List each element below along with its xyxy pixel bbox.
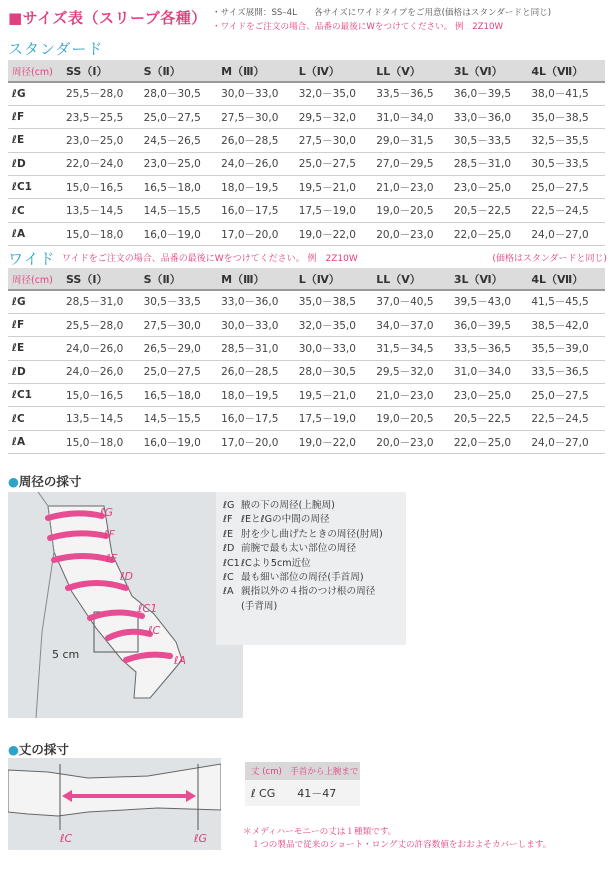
table-row [8,199,605,222]
size-value-cell: 24,0－26,0 [62,360,140,383]
note-size-range: ・サイズ展開：SS–4L 各サイズにワイドタイプをご用意(価格はスタンダードと同じ) [212,8,552,18]
legend-key: ℓD [223,543,235,555]
arm-length-diagram [8,758,221,850]
size-value-cell: 27,5－30,0 [217,105,295,128]
table-row [8,222,605,245]
size-value-cell: 18,0－19,5 [217,176,295,199]
size-value-cell: 17,0－20,0 [217,430,295,453]
size-value-cell: 22,0－24,0 [62,152,140,175]
size-value-cell: 24,0－26,0 [217,152,295,175]
size-header: 3L（Ⅵ） [450,60,528,82]
size-value-cell: 26,0－28,5 [217,360,295,383]
size-value-cell: 16,0－19,0 [140,222,218,245]
legend-key: ℓG [223,500,235,511]
legend-item [223,542,406,556]
size-value-cell: 35,5－39,0 [527,337,605,360]
table-header-row [8,60,605,82]
arm-label-c: ℓC [148,624,161,637]
table-row [8,152,605,175]
size-header: 4L（Ⅶ） [527,268,605,290]
size-value-cell: 14,5－15,5 [140,407,218,430]
size-value-cell: 24,0－26,0 [62,337,140,360]
size-value-cell: 35,0－38,5 [527,105,605,128]
wide-heading: ワイド [8,250,56,268]
size-value-cell: 13,5－14,5 [62,407,140,430]
size-header: S（Ⅱ） [140,60,218,82]
legend-key: ℓC1 [223,557,240,569]
size-value-cell: 20,5－22,5 [450,407,528,430]
arm-label-e: ℓE [106,552,118,565]
row-label: ℓF [8,105,62,128]
size-value-cell: 19,0－22,0 [295,222,373,245]
legend-text: ℓCより5cm近位 [241,557,311,569]
size-value-cell: 26,0－28,5 [217,129,295,152]
size-value-cell: 33,0－36,0 [217,290,295,313]
size-value-cell: 30,5－33,5 [450,129,528,152]
length-row-cell: ℓ CG 41－47 [245,780,360,806]
legend-key: ℓC [223,572,234,584]
size-value-cell: 36,0－39,5 [450,82,528,105]
size-value-cell: 34,0－37,0 [372,313,450,336]
size-value-cell: 23,0－25,0 [450,384,528,407]
size-value-cell: 27,5－30,0 [295,129,373,152]
length-title: ●丈の採寸 [8,742,69,757]
size-value-cell: 16,0－17,5 [217,199,295,222]
size-value-cell: 28,5－31,0 [62,290,140,313]
size-value-cell: 25,0－27,5 [295,152,373,175]
size-value-cell: 16,5－18,0 [140,384,218,407]
size-value-cell: 18,0－19,5 [217,384,295,407]
size-value-cell: 29,5－32,0 [372,360,450,383]
size-value-cell: 31,0－34,0 [450,360,528,383]
size-value-cell: 20,0－23,0 [372,222,450,245]
size-value-cell: 33,0－36,0 [450,105,528,128]
size-value-cell: 39,5－43,0 [450,290,528,313]
size-value-cell: 28,0－30,5 [140,82,218,105]
row-label: ℓA [8,430,62,453]
size-value-cell: 19,5－21,0 [295,176,373,199]
size-value-cell: 27,5－30,0 [140,313,218,336]
arm-label-c1: ℓC1 [138,602,158,615]
legend-text: 前腕で最も太い部位の周径 [241,543,357,555]
table-row [8,430,605,453]
column-label: 周径(cm) [8,60,62,82]
size-value-cell: 23,0－25,0 [140,152,218,175]
size-header: 4L（Ⅶ） [527,60,605,82]
legend-continuation: (手背周) [241,600,278,612]
size-value-cell: 19,0－22,0 [295,430,373,453]
wide-order-note: ワイドをご注文の場合、品番の最後にWをつけてください。 例 2Z10W [62,254,358,264]
size-value-cell: 28,5－31,0 [450,152,528,175]
size-value-cell: 25,5－28,0 [62,82,140,105]
legend-key: ℓF [223,514,233,526]
length-unit-header: 丈 (cm) 手首から上腕まで [245,762,360,780]
table-row [8,129,605,152]
size-value-cell: 31,0－34,0 [372,105,450,128]
size-value-cell: 16,0－17,5 [217,407,295,430]
row-label: ℓC [8,407,62,430]
arm-illustration [8,492,243,718]
size-value-cell: 15,0－18,0 [62,222,140,245]
table-header-row [8,268,605,290]
size-header: M（Ⅲ） [217,60,295,82]
circumference-title: ●周径の採寸 [8,474,82,489]
note-wide-order: ・ワイドをご注文の場合、品番の最後にWをつけてください。 例 2Z10W [212,22,503,32]
row-label: ℓG [8,82,62,105]
size-value-cell: 25,0－27,5 [140,105,218,128]
size-value-cell: 24,0－27,0 [527,222,605,245]
size-value-cell: 26,5－29,0 [140,337,218,360]
legend-text: 親指以外の４指のつけ根の周径 [241,586,376,598]
table-row [8,290,605,313]
size-value-cell: 24,5－26,5 [140,129,218,152]
legend-key: ℓA [223,586,234,598]
length-label-c: ℓC [60,832,73,845]
size-value-cell: 33,5－36,5 [450,337,528,360]
wide-price-note: (価格はスタンダードと同じ) [492,254,607,264]
legend-item [223,557,406,571]
arm-circumference-diagram [8,492,243,718]
arm-label-g: ℓG [100,506,114,519]
column-label: 周径(cm) [8,268,62,290]
row-label: ℓD [8,152,62,175]
size-value-cell: 17,5－19,0 [295,199,373,222]
row-label: ℓE [8,337,62,360]
size-value-cell: 32,5－35,5 [527,129,605,152]
legend-text: 肘を少し曲げたときの周径(肘周) [241,528,383,540]
size-header: LL（Ⅴ） [372,268,450,290]
table-row [8,337,605,360]
size-header: LL（Ⅴ） [372,60,450,82]
legend-item [223,513,406,527]
size-value-cell: 21,0－23,0 [372,384,450,407]
legend-text: ℓEとℓGの中間の周径 [241,514,330,526]
legend-item [223,528,406,542]
size-value-cell: 17,5－19,0 [295,407,373,430]
size-value-cell: 25,0－27,5 [140,360,218,383]
legend-item [223,585,406,599]
size-value-cell: 30,0－33,0 [217,82,295,105]
size-header: SS（Ⅰ） [62,60,140,82]
size-value-cell: 15,0－16,5 [62,384,140,407]
footnote-line-2: １つの製品で従来のショート・ロング丈の許容数値をおおよそカバーします。 [243,840,552,850]
legend-item [223,499,406,513]
size-value-cell: 17,0－20,0 [217,222,295,245]
five-cm-label: 5 cm [52,648,80,661]
legend-key: ℓE [223,528,234,540]
size-value-cell: 13,5－14,5 [62,199,140,222]
size-value-cell: 28,5－31,0 [217,337,295,360]
arm-label-a: ℓA [174,654,187,667]
size-value-cell: 35,0－38,5 [295,290,373,313]
size-value-cell: 15,0－18,0 [62,430,140,453]
size-value-cell: 38,0－41,5 [527,82,605,105]
length-label-g: ℓG [194,832,208,845]
length-table [245,762,360,806]
size-value-cell: 16,5－18,0 [140,176,218,199]
size-value-cell: 16,0－19,0 [140,430,218,453]
size-value-cell: 19,5－21,0 [295,384,373,407]
size-value-cell: 38,5－42,0 [527,313,605,336]
bullet-icon: ● [8,474,19,489]
size-value-cell: 27,0－29,5 [372,152,450,175]
size-header: L（Ⅳ） [295,60,373,82]
size-header: 3L（Ⅵ） [450,268,528,290]
size-value-cell: 15,0－16,5 [62,176,140,199]
size-header: SS（Ⅰ） [62,268,140,290]
size-value-cell: 23,0－25,0 [450,176,528,199]
size-value-cell: 28,0－30,5 [295,360,373,383]
size-value-cell: 37,0－40,5 [372,290,450,313]
size-value-cell: 14,5－15,5 [140,199,218,222]
size-value-cell: 23,0－25,0 [62,129,140,152]
row-label: ℓG [8,290,62,313]
length-table-row [245,780,360,806]
size-value-cell: 33,5－36,5 [372,82,450,105]
size-value-cell: 25,0－27,5 [527,384,605,407]
arm-label-d: ℓD [120,570,134,583]
size-value-cell: 30,0－33,0 [217,313,295,336]
size-value-cell: 29,0－31,5 [372,129,450,152]
length-illustration [8,758,221,850]
row-label: ℓC [8,199,62,222]
row-label: ℓD [8,360,62,383]
legend-text: 最も細い部位の周径(手首周) [241,572,364,584]
size-value-cell: 33,5－36,5 [527,360,605,383]
size-value-cell: 25,0－27,5 [527,176,605,199]
length-table-header [245,762,360,780]
bullet-icon: ● [8,742,19,757]
size-value-cell: 41,5－45,5 [527,290,605,313]
size-value-cell: 22,5－24,5 [527,407,605,430]
size-value-cell: 20,0－23,0 [372,430,450,453]
arm-label-f: ℓF [104,528,115,541]
size-value-cell: 19,0－20,5 [372,199,450,222]
table-row [8,313,605,336]
row-label: ℓF [8,313,62,336]
size-value-cell: 30,5－33,5 [527,152,605,175]
standard-size-table [8,60,605,246]
size-header: M（Ⅲ） [217,268,295,290]
table-row [8,82,605,105]
row-label: ℓE [8,129,62,152]
size-header: L（Ⅳ） [295,268,373,290]
size-value-cell: 20,5－22,5 [450,199,528,222]
size-value-cell: 30,0－33,0 [295,337,373,360]
table-row [8,360,605,383]
legend-item [223,571,406,585]
size-value-cell: 22,0－25,0 [450,430,528,453]
size-value-cell: 32,0－35,0 [295,82,373,105]
row-label: ℓC1 [8,176,62,199]
page-title: ■サイズ表（スリーブ各種） [8,9,207,27]
size-value-cell: 22,5－24,5 [527,199,605,222]
size-value-cell: 36,0－39,5 [450,313,528,336]
size-value-cell: 23,5－25,5 [62,105,140,128]
table-row [8,384,605,407]
table-row [8,407,605,430]
row-label: ℓA [8,222,62,245]
legend-text: 腋の下の周径(上腕周) [241,500,335,511]
size-value-cell: 25,5－28,0 [62,313,140,336]
wide-size-table [8,268,605,454]
header-notes [212,6,551,34]
size-value-cell: 31,5－34,5 [372,337,450,360]
size-value-cell: 30,5－33,5 [140,290,218,313]
size-value-cell: 22,0－25,0 [450,222,528,245]
size-value-cell: 29,5－32,0 [295,105,373,128]
size-header: S（Ⅱ） [140,268,218,290]
size-value-cell: 21,0－23,0 [372,176,450,199]
row-label: ℓC1 [8,384,62,407]
size-value-cell: 24,0－27,0 [527,430,605,453]
standard-heading: スタンダード [8,40,104,58]
size-value-cell: 32,0－35,0 [295,313,373,336]
table-row [8,176,605,199]
footnote-line-1: ＊メディハーモニーの丈は１種類です。 [243,827,397,837]
measurement-legend [216,492,406,645]
size-value-cell: 19,0－20,5 [372,407,450,430]
footnote [243,826,551,852]
table-row [8,105,605,128]
